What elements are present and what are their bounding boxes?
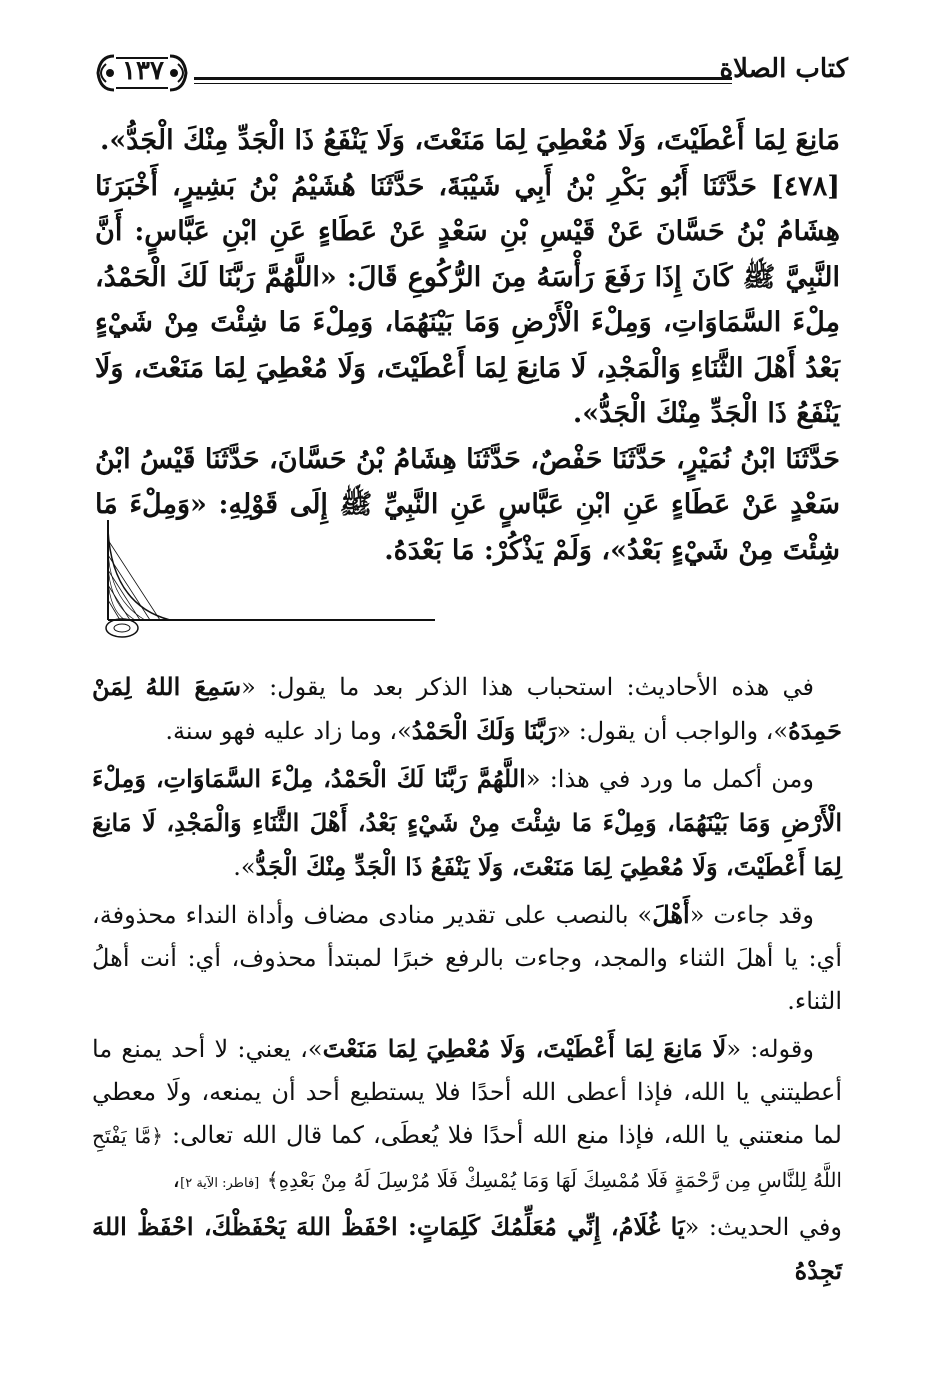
quote-bold: لَا مَانِعَ لِمَا أَعْطَيْتَ، وَلَا مُعْطِيَ لِمَا مَنَعْتَ [322, 1034, 727, 1063]
quran-verse: ﴿مَّا يَفْتَحِ اللَّهُ لِلنَّاسِ مِن رَّحْمَةٍ فَلَا مُمْسِكَ لَهَا وَمَا يُمْسِكْ فَلَا مُرْسِلَ لَهُ مِنْ بَعْدِهِ﴾ [92, 1124, 842, 1192]
commentary-paragraph-3 [92, 893, 842, 1023]
commentary-paragraph-2 [92, 757, 842, 889]
corner-ornament-icon [100, 520, 440, 640]
text-span: »، وما زاد عليه فهو سنة. [165, 717, 412, 745]
hadith-line-1: مَانِعَ لِمَا أَعْطَيْتَ، وَلَا مُعْطِيَ لِمَا مَنَعْتَ، وَلَا يَنْفَعُ ذَا الْجَدِّ مِنْكَ الْجَدُّ». [99, 125, 840, 156]
text-span: وقوله: « [726, 1035, 814, 1063]
text-span: وقد جاءت « [689, 901, 814, 929]
page-number: ١٣٧ [122, 56, 164, 86]
quote-bold: سَمِعَ اللهُ لِمَنْ حَمِدَهُ [92, 672, 842, 745]
hadith-narration-478: [٤٧٨] حَدَّثَنَا أَبُو بَكْرِ بْنُ أَبِي شَيْبَةَ، حَدَّثَنَا هُشَيْمُ بْنُ بَشِيرٍ، أَخْبَرَنَا هِشَامُ بْنُ حَسَّانَ عَنْ قَيْسِ بْنِ سَعْدٍ عَنْ عَطَاءٍ عَنِ ابْنِ عَبَّاسٍ: أَنَّ النَّبِيَّ ﷺ كَانَ إِذَا رَفَعَ رَأْسَهُ مِنَ الرُّكُوعِ قَالَ: «اللَّهُمَّ رَبَّنَا لَكَ الْحَمْدُ، مِلْءَ السَّمَاوَاتِ، وَمِلْءَ الْأَرْضِ وَمَا بَيْنَهُمَا، وَمِلْءَ مَا شِئْتَ مِنْ شَيْءٍ بَعْدُ أَهْلَ الثَّنَاءِ وَالْمَجْدِ، لَا مَانِعَ لِمَا أَعْطَيْتَ، وَلَا مُعْطِيَ لِمَا مَنَعْتَ، وَلَا يَنْفَعُ ذَا الْجَدِّ مِنْكَ الْجَدُّ». [95, 170, 840, 429]
book-title: كتاب الصلاة [719, 54, 848, 84]
hadith-narration-2: حَدَّثَنَا ابْنُ نُمَيْرٍ، حَدَّثَنَا حَفْصٌ، حَدَّثَنَا هِشَامُ بْنُ حَسَّانَ، حَدَّثَنَا قَيْسُ ابْنُ سَعْدٍ عَنْ عَطَاءٍ عَنِ ابْنِ عَبَّاسٍ عَنِ النَّبِيِّ ﷺ إِلَى قَوْلِهِ: «وَمِلْءَ مَا شِئْتَ مِنْ شَيْءٍ بَعْدُ»، وَلَمْ يَذْكُرْ: مَا بَعْدَهُ. [95, 443, 840, 566]
text-span: ومن أكمل ما ورد في هذا: « [525, 765, 814, 793]
commentary-paragraph-1 [92, 665, 842, 753]
quote-bold: رَبَّنَا وَلَكَ الْحَمْدُ [411, 716, 557, 745]
quote-bold: اللَّهُمَّ رَبَّنَا لَكَ الْحَمْدُ، مِلْءَ السَّمَاوَاتِ، وَمِلْءَ الْأَرْضِ وَمَا بَيْنَهُمَا، وَمِلْءَ مَا شِئْتَ مِنْ شَيْءٍ بَعْدُ، أَهْلَ الثَّنَاءِ وَالْمَجْدِ، لَا مَانِعَ لِمَا أَعْطَيْتَ، وَلَا مُعْطِيَ لِمَا مَنَعْتَ، وَلَا يَنْفَعُ ذَا الْجَدِّ مِنْكَ الْجَدُّ [92, 764, 842, 881]
text-span: » بالنصب على تقدير منادى مضاف وأداة النداء محذوفة، أي: يا أهلَ الثناء والمجد، وجاءت بالرفع خبرًا لمبتدأ محذوف، أي: أنت أهلُ الثناء. [92, 901, 842, 1015]
text-span: »، يعني: لا أحد يمنع ما أعطيتني يا الله، فإذا أعطى الله أحدًا فلا يستطيع أحد أن يمنعه، ولَا معطي لما منعتني يا الله، فإذا منع الله أحدًا فلا يُعطَى، كما قال الله تعالى: [92, 1035, 843, 1149]
header-rule [194, 77, 732, 84]
commentary [92, 665, 842, 1293]
text-span: وفي الحديث: « [684, 1213, 842, 1241]
text-span: ». [233, 853, 256, 881]
hadith-text [95, 118, 840, 573]
quote-bold: أَهْلَ [652, 900, 690, 929]
quote-bold: يَا غُلَامُ، إِنِّي مُعَلِّمُكَ كَلِمَاتٍ: احْفَظْ اللهَ يَحْفَظْكَ، احْفَظْ اللهَ تَجِدْهُ [92, 1212, 842, 1285]
verse-reference: [فاطر: الآية ٢] [180, 1176, 260, 1191]
page-header [92, 50, 848, 96]
commentary-paragraph-5 [92, 1205, 842, 1293]
text-span: »، والواجب أن يقول: « [556, 717, 789, 745]
text-span: في هذه الأحاديث: استحباب هذا الذكر بعد ما يقول: « [241, 673, 815, 701]
commentary-paragraph-4 [92, 1027, 842, 1205]
text-span: ، [172, 1165, 181, 1193]
